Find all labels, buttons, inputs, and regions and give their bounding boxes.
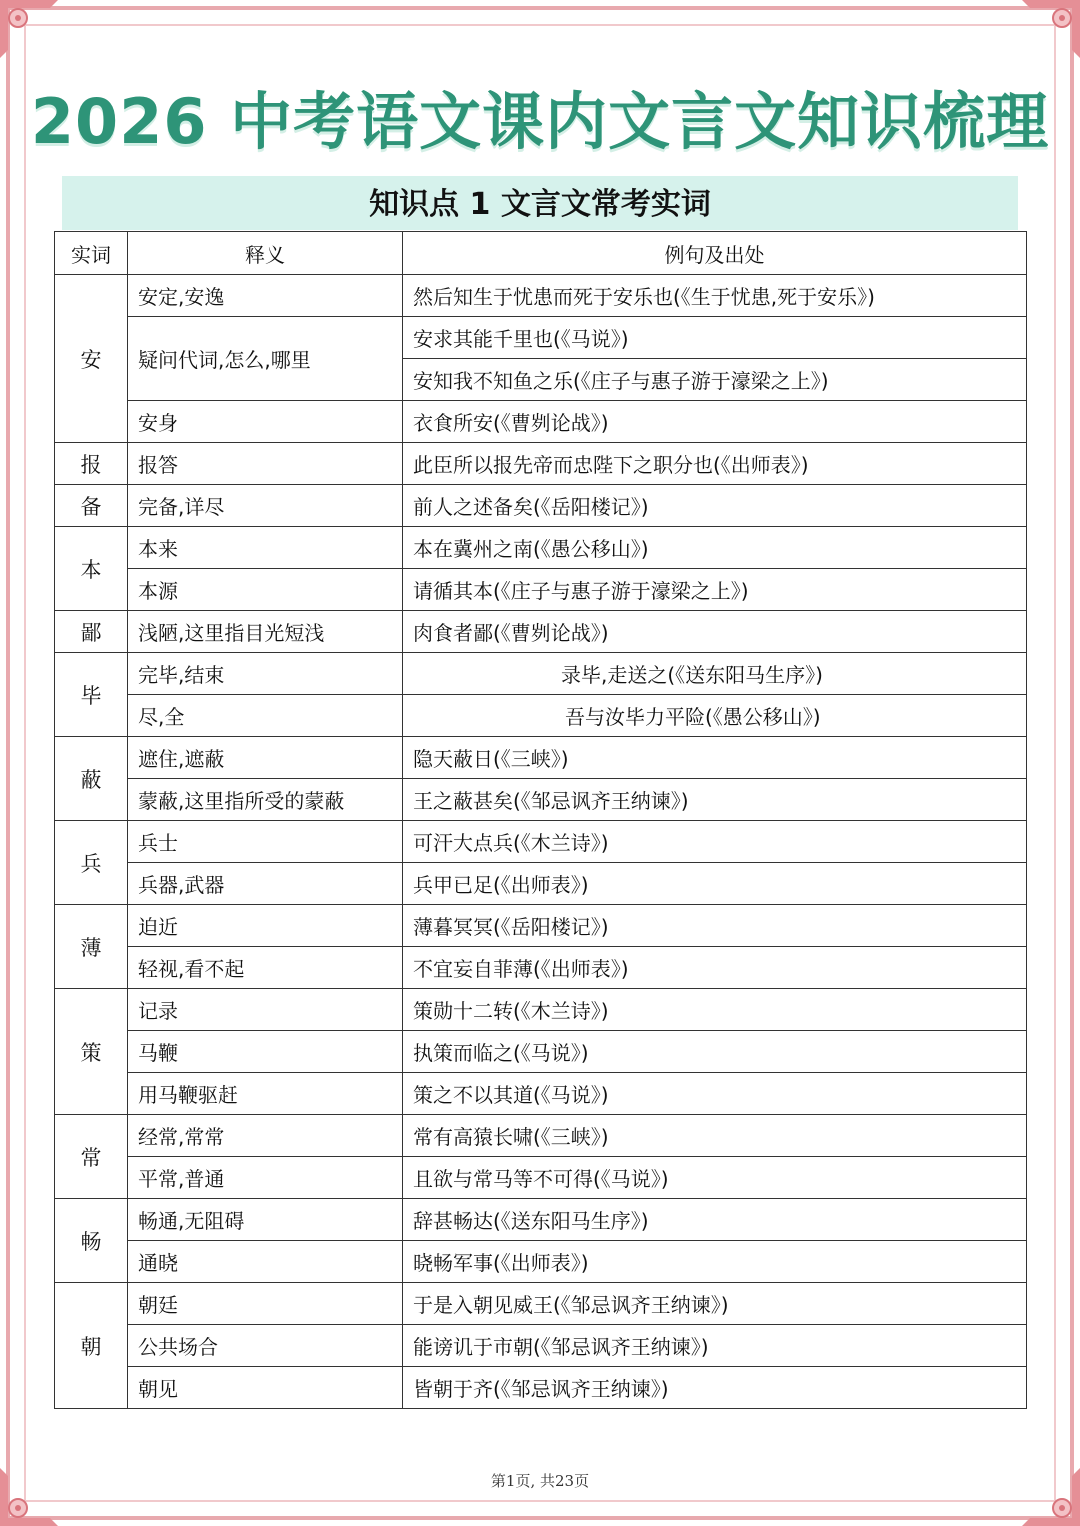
table-row: [55, 1031, 1027, 1073]
cell-word: 兵: [55, 821, 128, 905]
cell-example: 可汗大点兵(《木兰诗》): [403, 821, 1027, 863]
cell-meaning: 平常,普通: [128, 1157, 403, 1199]
cell-example: 兵甲已足(《出师表》): [403, 863, 1027, 905]
table-row: [55, 821, 1027, 863]
header-meaning: 释义: [128, 232, 403, 275]
cell-meaning: 蒙蔽,这里指所受的蒙蔽: [128, 779, 403, 821]
cell-example: 请循其本(《庄子与惠子游于濠梁之上》): [403, 569, 1027, 611]
table-row: [55, 737, 1027, 779]
cell-example: 于是入朝见威王(《邹忌讽齐王纳谏》): [403, 1283, 1027, 1325]
cell-meaning: 安身: [128, 401, 403, 443]
cell-meaning: 报答: [128, 443, 403, 485]
cell-meaning: 本来: [128, 527, 403, 569]
cell-word: 朝: [55, 1283, 128, 1409]
page-title: 2026 中考语文课内文言文知识梳理: [30, 85, 1050, 158]
cell-example: 策勋十二转(《木兰诗》): [403, 989, 1027, 1031]
corner-ornament-icon: [0, 0, 58, 58]
cell-word: 报: [55, 443, 128, 485]
cell-word: 鄙: [55, 611, 128, 653]
cell-meaning: 朝见: [128, 1367, 403, 1409]
cell-word: 薄: [55, 905, 128, 989]
table-row: [55, 1199, 1027, 1241]
table-row: [55, 1325, 1027, 1367]
cell-meaning: 遮住,遮蔽: [128, 737, 403, 779]
cell-meaning: 尽,全: [128, 695, 403, 737]
vocabulary-table: [54, 231, 1027, 1409]
table-row: [55, 275, 1027, 317]
table-row: [55, 1157, 1027, 1199]
table-row: [55, 569, 1027, 611]
cell-word: 安: [55, 275, 128, 443]
cell-meaning: 轻视,看不起: [128, 947, 403, 989]
cell-word: 毕: [55, 653, 128, 737]
table-row: [55, 1073, 1027, 1115]
cell-example: 衣食所安(《曹刿论战》): [403, 401, 1027, 443]
table-row: [55, 485, 1027, 527]
table-body: [55, 275, 1027, 1409]
cell-example: 薄暮冥冥(《岳阳楼记》): [403, 905, 1027, 947]
cell-meaning: 迫近: [128, 905, 403, 947]
cell-meaning: 用马鞭驱赶: [128, 1073, 403, 1115]
table-row: [55, 905, 1027, 947]
header-word: 实词: [55, 232, 128, 275]
corner-ornament-icon: [1022, 0, 1080, 58]
table-row: [55, 443, 1027, 485]
cell-word: 蔽: [55, 737, 128, 821]
table-row: [55, 401, 1027, 443]
header-example: 例句及出处: [403, 232, 1027, 275]
cell-meaning: 兵士: [128, 821, 403, 863]
cell-word: 备: [55, 485, 128, 527]
cell-example: 前人之述备矣(《岳阳楼记》): [403, 485, 1027, 527]
cell-example: 且欲与常马等不可得(《马说》): [403, 1157, 1027, 1199]
section-heading: 知识点 1 文言文常考实词: [62, 176, 1018, 230]
cell-example: 录毕,走送之(《送东阳马生序》): [403, 653, 1027, 695]
table-row: [55, 317, 1027, 359]
cell-meaning: 朝廷: [128, 1283, 403, 1325]
cell-example: 然后知生于忧患而死于安乐也(《生于忧患,死于安乐》): [403, 275, 1027, 317]
cell-meaning: 畅通,无阻碍: [128, 1199, 403, 1241]
cell-example: 策之不以其道(《马说》): [403, 1073, 1027, 1115]
table-row: [55, 1241, 1027, 1283]
cell-meaning: 马鞭: [128, 1031, 403, 1073]
cell-word: 常: [55, 1115, 128, 1199]
cell-word: 本: [55, 527, 128, 611]
cell-example: 能谤讥于市朝(《邹忌讽齐王纳谏》): [403, 1325, 1027, 1367]
cell-example: 本在冀州之南(《愚公移山》): [403, 527, 1027, 569]
vocabulary-table-container: [54, 231, 1026, 1409]
cell-meaning: 经常,常常: [128, 1115, 403, 1157]
page-number: 第1页, 共23页: [490, 1472, 590, 1490]
cell-example: 此臣所以报先帝而忠陛下之职分也(《出师表》): [403, 443, 1027, 485]
cell-example: 晓畅军事(《出师表》): [403, 1241, 1027, 1283]
cell-example: 吾与汝毕力平险(《愚公移山》): [403, 695, 1027, 737]
cell-example: 皆朝于齐(《邹忌讽齐王纳谏》): [403, 1367, 1027, 1409]
cell-example: 王之蔽甚矣(《邹忌讽齐王纳谏》): [403, 779, 1027, 821]
cell-meaning: 完备,详尽: [128, 485, 403, 527]
cell-meaning: 疑问代词,怎么,哪里: [128, 317, 403, 401]
cell-example: 不宜妄自菲薄(《出师表》): [403, 947, 1027, 989]
cell-word: 策: [55, 989, 128, 1115]
cell-meaning: 兵器,武器: [128, 863, 403, 905]
cell-example: 常有高猿长啸(《三峡》): [403, 1115, 1027, 1157]
table-row: [55, 1115, 1027, 1157]
cell-example: 辞甚畅达(《送东阳马生序》): [403, 1199, 1027, 1241]
table-row: [55, 947, 1027, 989]
cell-example: 执策而临之(《马说》): [403, 1031, 1027, 1073]
cell-meaning: 完毕,结束: [128, 653, 403, 695]
cell-example: 安求其能千里也(《马说》): [403, 317, 1027, 359]
table-row: [55, 1283, 1027, 1325]
cell-example: 安知我不知鱼之乐(《庄子与惠子游于濠梁之上》): [403, 359, 1027, 401]
cell-meaning: 本源: [128, 569, 403, 611]
table-row: [55, 779, 1027, 821]
table-row: [55, 653, 1027, 695]
cell-word: 畅: [55, 1199, 128, 1283]
table-row: [55, 527, 1027, 569]
cell-example: 肉食者鄙(《曹刿论战》): [403, 611, 1027, 653]
table-header-row: [55, 232, 1027, 275]
cell-meaning: 浅陋,这里指目光短浅: [128, 611, 403, 653]
cell-example: 隐天蔽日(《三峡》): [403, 737, 1027, 779]
cell-meaning: 通晓: [128, 1241, 403, 1283]
table-row: [55, 863, 1027, 905]
table-row: [55, 611, 1027, 653]
cell-meaning: 公共场合: [128, 1325, 403, 1367]
cell-meaning: 记录: [128, 989, 403, 1031]
cell-meaning: 安定,安逸: [128, 275, 403, 317]
table-row: [55, 989, 1027, 1031]
table-row: [55, 695, 1027, 737]
table-row: [55, 1367, 1027, 1409]
